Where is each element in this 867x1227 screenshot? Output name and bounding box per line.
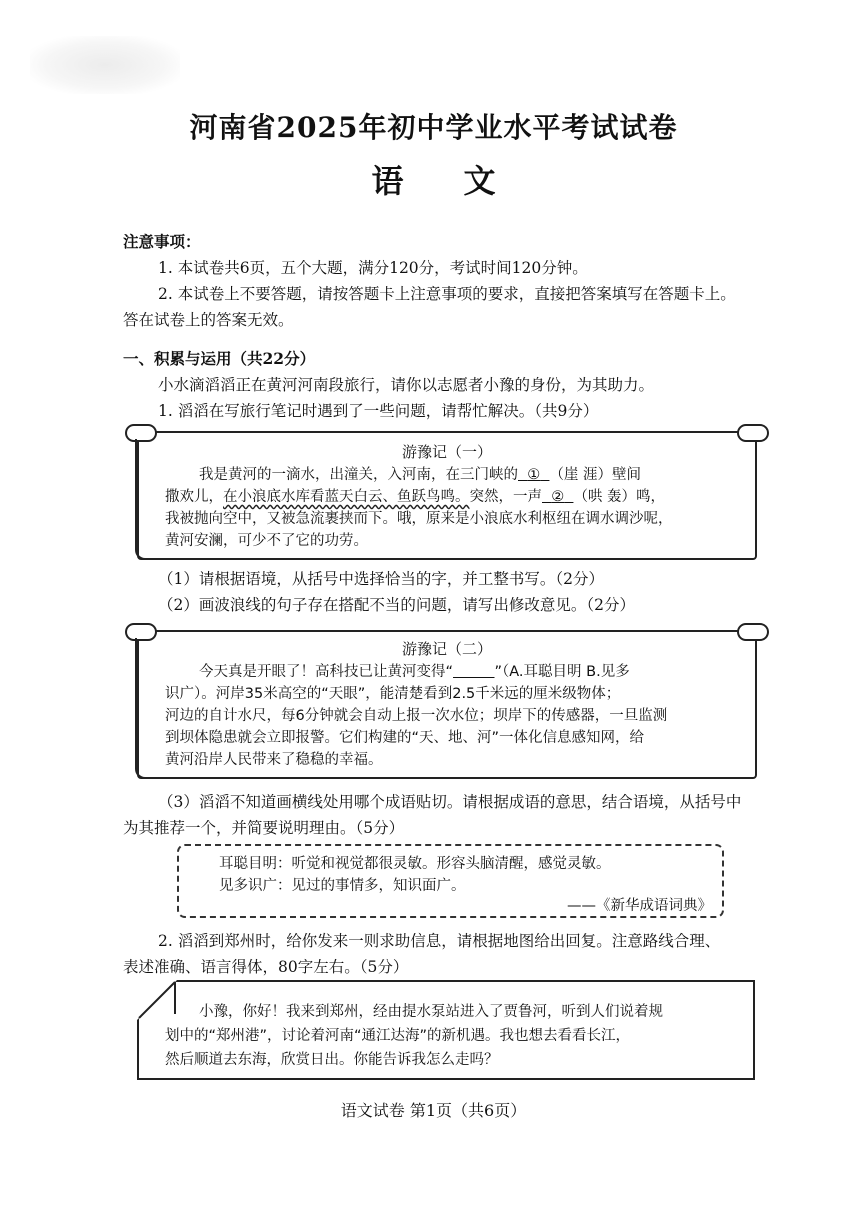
travel-note-2-line-4: 到坝体隐患就会立即报警。它们构建的“天、地、河”一体化信息感知网，给	[165, 730, 645, 746]
blank-1-label: ①	[527, 467, 541, 483]
section1-intro: 小水滴滔滔正在黄河河南段旅行，请你以志愿者小豫的身份，为其助力。	[158, 376, 655, 394]
wavy-underlined-sentence: 在小浪底水库看蓝天白云、鱼跃鸟鸣。	[223, 489, 470, 505]
scan-smudge	[30, 36, 180, 94]
line1-text-a: 我是黄河的一滴水，出潼关，入河南，在三门峡的	[199, 467, 518, 483]
dict-entry-2: 见多识广：见过的事情多，知识面广。	[219, 878, 466, 894]
blank-2-label: ②	[551, 489, 565, 505]
question-2-line-1: 2. 滔滔到郑州时，给你发来一则求助信息，请根据地图给出回复。注意路线合理、	[158, 932, 721, 950]
message-line-3: 然后顺道去东海，欣赏日出。你能告诉我怎么走吗？	[165, 1052, 499, 1068]
travel-note-1-line-3: 我被抛向空中，又被急流裹挟而下。哦，原来是小浪底水利枢纽在调水调沙呢，	[165, 511, 673, 527]
blank-2	[542, 489, 573, 505]
travel-note-1-line-1	[199, 463, 641, 484]
notes-heading: 注意事项：	[123, 232, 201, 251]
question-1-3-line-1: （3）滔滔不知道画横线处用哪个成语贴切。请根据成语的意思，结合语境，从括号中	[158, 793, 742, 811]
section1-heading: 一、积累与运用（共22分）	[123, 349, 316, 368]
help-message-box	[137, 980, 755, 1080]
question-1-1: （1）请根据语境，从括号中选择恰当的字，并工整书写。（2分）	[158, 570, 604, 588]
folded-corner-icon	[137, 980, 177, 1020]
question-1-2: （2）画波浪线的句子存在搭配不当的问题，请写出修改意见。（2分）	[158, 596, 635, 614]
scroll-roll-decoration	[135, 638, 149, 779]
line2-text-b: 突然，一声	[469, 489, 542, 505]
travel-note-1-box	[137, 431, 757, 560]
line2-text-a: 撒欢儿，	[165, 489, 223, 505]
line1-text-b: ”（A.耳聪目明 B.见多	[494, 664, 630, 680]
idiom-dictionary-box	[177, 844, 724, 918]
dict-source: ——《新华成语词典》	[567, 898, 712, 914]
line2-text-c: （哄 轰）鸣，	[573, 489, 666, 505]
notes-item-2: 2. 本试卷上不要答题，请按答题卡上注意事项的要求，直接把答案填写在答题卡上。	[158, 285, 736, 303]
exam-title: 河南省2025年初中学业水平考试试卷	[189, 111, 678, 144]
travel-note-1-line-2	[165, 485, 665, 506]
travel-note-2-line-1	[199, 660, 630, 681]
question-1-3-line-2: 为其推荐一个，并简要说明理由。（5分）	[123, 819, 405, 837]
travel-note-1-line-4: 黄河安澜，可少不了它的功劳。	[165, 533, 368, 549]
idiom-blank	[453, 664, 494, 680]
travel-note-2-line-3: 河边的自计水尺，每6分钟就会自动上报一次水位；坝岸下的传感器，一旦监测	[165, 708, 668, 724]
travel-note-2-line-2: 识广）。河岸35米高空的“天眼”，能清楚看到2.5千米远的厘米级物体；	[165, 686, 621, 702]
question-2-line-2: 表述准确、语言得体，80字左右。（5分）	[123, 958, 409, 976]
line1-text-a: 今天真是开眼了！高科技已让黄河变得“	[199, 664, 454, 680]
notes-item-1: 1. 本试卷共6页，五个大题，满分120分，考试时间120分钟。	[158, 259, 588, 277]
travel-note-1-title: 游豫记（一）	[401, 443, 492, 461]
page-footer: 语文试卷 第1页（共6页）	[340, 1101, 527, 1120]
line1-text-b: （崖 涯）壁间	[549, 467, 642, 483]
travel-note-2-line-5: 黄河沿岸人民带来了稳稳的幸福。	[165, 752, 383, 768]
message-line-2: 划中的“郑州港”，讨论着河南“通江达海”的新机遇。我也想去看看长江，	[165, 1028, 631, 1044]
notes-item-2-cont: 答在试卷上的答案无效。	[123, 311, 294, 329]
travel-note-2-box	[137, 630, 757, 779]
question-1: 1. 滔滔在写旅行笔记时遇到了一些问题，请帮忙解决。（共9分）	[158, 402, 599, 420]
message-line-1: 小豫，你好！我来到郑州，经由提水泵站进入了贾鲁河，听到人们说着规	[199, 1004, 663, 1020]
blank-1	[518, 467, 549, 483]
travel-note-2-title: 游豫记（二）	[401, 640, 492, 658]
exam-subject: 语文	[371, 162, 556, 200]
dict-entry-1: 耳聪目明：听觉和视觉都很灵敏。形容头脑清醒，感觉灵敏。	[219, 856, 611, 872]
